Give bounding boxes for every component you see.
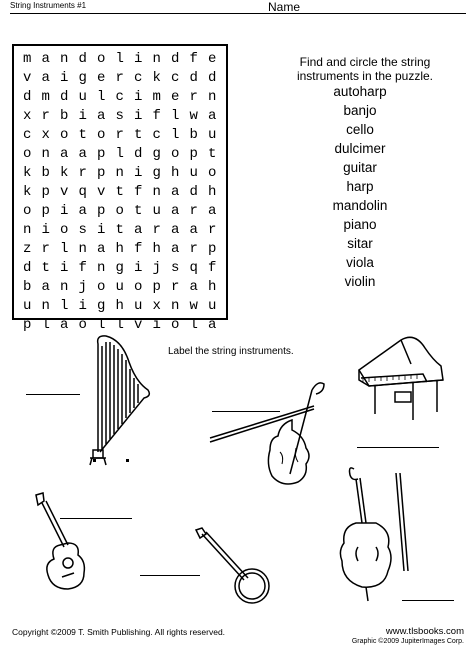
puzzle-cell[interactable]: l (60, 241, 69, 257)
puzzle-cell[interactable]: k (23, 165, 32, 181)
puzzle-cell[interactable]: d (60, 89, 69, 105)
cello-illustration (334, 463, 430, 605)
word-list-item: guitar (343, 160, 377, 175)
puzzle-cell[interactable]: g (97, 298, 106, 314)
puzzle-cell[interactable]: r (78, 165, 87, 181)
word-list-item: harp (346, 179, 374, 194)
puzzle-cell[interactable]: a (171, 222, 180, 238)
puzzle-cell[interactable]: t (115, 184, 124, 200)
puzzle-cell[interactable]: a (41, 70, 50, 86)
puzzle-cell[interactable]: a (189, 222, 198, 238)
guitar-answer-blank[interactable] (60, 518, 132, 519)
guitar-illustration (28, 491, 102, 597)
footer-credit: Graphic ©2009 JupiterImages Corp. (351, 638, 464, 645)
puzzle-cell[interactable]: u (152, 203, 161, 219)
word-list (300, 82, 420, 291)
puzzle-cell[interactable]: h (152, 241, 161, 257)
piano-answer-blank[interactable] (357, 447, 439, 448)
puzzle-cell[interactable]: o (134, 279, 143, 295)
puzzle-cell[interactable]: c (152, 127, 161, 143)
puzzle-cell[interactable]: i (134, 108, 143, 124)
puzzle-cell[interactable]: i (134, 165, 143, 181)
puzzle-cell[interactable]: a (78, 203, 87, 219)
document-title: String Instruments #1 (10, 1, 87, 10)
puzzle-cell[interactable]: p (97, 165, 106, 181)
puzzle-cell[interactable]: b (60, 108, 69, 124)
banjo-illustration (190, 526, 274, 608)
word-list-item: dulcimer (334, 141, 386, 156)
puzzle-cell[interactable]: a (171, 203, 180, 219)
puzzle-cell[interactable]: i (97, 222, 106, 238)
puzzle-cell[interactable]: a (171, 184, 180, 200)
puzzle-cell[interactable]: e (208, 51, 217, 67)
puzzle-cell[interactable]: p (152, 279, 161, 295)
puzzle-cell[interactable]: a (208, 317, 217, 333)
puzzle-cell[interactable]: n (115, 165, 124, 181)
puzzle-cell[interactable]: t (134, 127, 143, 143)
puzzle-cell[interactable]: i (78, 108, 87, 124)
puzzle-cell[interactable]: o (60, 222, 69, 238)
puzzle-cell[interactable]: r (41, 108, 50, 124)
puzzle-cell[interactable]: k (60, 165, 69, 181)
puzzle-cell[interactable]: r (208, 222, 217, 238)
footer-url: www.tlsbooks.com (385, 626, 464, 637)
puzzle-cell[interactable]: d (78, 51, 87, 67)
cello-answer-blank[interactable] (402, 600, 454, 601)
puzzle-cell[interactable]: o (97, 51, 106, 67)
puzzle-cell[interactable]: p (97, 203, 106, 219)
puzzle-cell[interactable]: g (78, 70, 87, 86)
puzzle-cell[interactable]: d (134, 146, 143, 162)
puzzle-cell[interactable]: j (78, 279, 87, 295)
puzzle-cell[interactable]: k (23, 184, 32, 200)
puzzle-cell[interactable]: a (97, 108, 106, 124)
puzzle-cell[interactable]: i (134, 51, 143, 67)
puzzle-cell[interactable]: w (189, 108, 198, 124)
puzzle-cell[interactable]: u (134, 298, 143, 314)
puzzle-cell[interactable]: t (134, 203, 143, 219)
puzzle-cell[interactable]: b (23, 279, 32, 295)
puzzle-cell[interactable]: e (97, 70, 106, 86)
puzzle-cell[interactable]: o (97, 279, 106, 295)
puzzle-cell[interactable]: r (189, 241, 198, 257)
puzzle-cell[interactable]: l (60, 298, 69, 314)
puzzle-cell[interactable]: d (189, 184, 198, 200)
puzzle-cell[interactable]: n (41, 146, 50, 162)
puzzle-cell[interactable]: n (78, 241, 87, 257)
puzzle-cell[interactable]: v (134, 317, 143, 333)
puzzle-cell[interactable]: a (60, 146, 69, 162)
puzzle-cell[interactable]: s (171, 260, 180, 276)
word-list-item: sitar (347, 236, 373, 251)
puzzle-cell[interactable]: p (41, 203, 50, 219)
puzzle-cell[interactable]: o (97, 127, 106, 143)
puzzle-cell[interactable]: f (152, 108, 161, 124)
puzzle-cell[interactable]: h (171, 165, 180, 181)
word-list-item: violin (344, 274, 376, 289)
puzzle-cell[interactable]: n (41, 298, 50, 314)
puzzle-cell[interactable]: u (189, 165, 198, 181)
puzzle-cell[interactable]: n (23, 222, 32, 238)
puzzle-cell[interactable]: g (152, 146, 161, 162)
puzzle-cell[interactable]: l (115, 146, 124, 162)
puzzle-cell[interactable]: c (171, 70, 180, 86)
puzzle-cell[interactable]: n (60, 279, 69, 295)
puzzle-cell[interactable]: i (60, 260, 69, 276)
puzzle-cell[interactable]: a (208, 108, 217, 124)
puzzle-cell[interactable]: a (134, 222, 143, 238)
puzzle-cell[interactable]: i (152, 317, 161, 333)
puzzle-cell[interactable]: a (60, 317, 69, 333)
puzzle-cell[interactable]: q (78, 184, 87, 200)
name-label: Name (268, 0, 301, 14)
harp-illustration (82, 332, 154, 470)
puzzle-cell[interactable]: i (60, 203, 69, 219)
puzzle-cell[interactable]: p (23, 317, 32, 333)
puzzle-cell[interactable]: b (41, 165, 50, 181)
puzzle-cell[interactable]: l (41, 317, 50, 333)
puzzle-cell[interactable]: o (60, 127, 69, 143)
puzzle-cell[interactable]: g (152, 165, 161, 181)
puzzle-cell[interactable]: n (171, 298, 180, 314)
puzzle-cell[interactable]: o (78, 317, 87, 333)
puzzle-cell[interactable]: a (171, 241, 180, 257)
puzzle-cell[interactable]: p (97, 146, 106, 162)
puzzle-cell[interactable]: d (23, 260, 32, 276)
puzzle-cell[interactable]: v (97, 184, 106, 200)
puzzle-cell[interactable]: t (78, 127, 87, 143)
puzzle-cell[interactable]: o (23, 203, 32, 219)
puzzle-cell[interactable]: t (41, 260, 50, 276)
puzzle-cell[interactable]: u (208, 127, 217, 143)
puzzle-cell[interactable]: t (208, 146, 217, 162)
puzzle-cell[interactable]: p (41, 184, 50, 200)
puzzle-cell[interactable]: r (115, 70, 124, 86)
name-field (268, 0, 454, 14)
puzzle-cell[interactable]: f (134, 184, 143, 200)
label-instructions: Label the string instruments. (168, 346, 294, 357)
piano-illustration (353, 334, 449, 426)
puzzle-grid (18, 50, 222, 335)
puzzle-cell[interactable]: n (152, 184, 161, 200)
puzzle-cell[interactable]: u (115, 279, 124, 295)
word-list-item: piano (343, 217, 377, 232)
puzzle-cell[interactable]: i (41, 222, 50, 238)
puzzle-cell[interactable]: b (189, 127, 198, 143)
puzzle-cell[interactable]: i (60, 70, 69, 86)
puzzle-cell[interactable]: r (152, 222, 161, 238)
puzzle-cell[interactable]: d (208, 70, 217, 86)
puzzle-cell[interactable]: x (152, 298, 161, 314)
puzzle-cell[interactable]: a (41, 51, 50, 67)
puzzle-cell[interactable]: l (171, 108, 180, 124)
puzzle-cell[interactable]: w (189, 298, 198, 314)
puzzle-cell[interactable]: a (189, 279, 198, 295)
puzzle-cell[interactable]: a (78, 146, 87, 162)
puzzle-cell[interactable]: p (189, 146, 198, 162)
puzzle-cell[interactable]: s (115, 108, 124, 124)
puzzle-cell[interactable]: f (208, 260, 217, 276)
puzzle-cell[interactable]: n (60, 51, 69, 67)
word-list-item: mandolin (332, 198, 388, 213)
puzzle-cell[interactable]: r (41, 241, 50, 257)
puzzle-cell[interactable]: a (208, 203, 217, 219)
puzzle-cell[interactable]: l (189, 317, 198, 333)
puzzle-cell[interactable]: r (115, 127, 124, 143)
puzzle-cell[interactable]: h (208, 279, 217, 295)
puzzle-cell[interactable]: j (152, 260, 161, 276)
puzzle-cell[interactable]: f (134, 241, 143, 257)
header-rule (10, 13, 466, 14)
puzzle-cell[interactable]: c (134, 70, 143, 86)
word-search-puzzle (12, 44, 228, 333)
puzzle-cell[interactable]: f (189, 51, 198, 67)
puzzle-cell[interactable]: f (78, 260, 87, 276)
puzzle-cell[interactable]: a (97, 241, 106, 257)
puzzle-cell[interactable]: h (115, 241, 124, 257)
puzzle-cell[interactable]: d (23, 89, 32, 105)
word-list-item: cello (346, 122, 374, 137)
violin-illustration (208, 378, 330, 496)
puzzle-cell[interactable]: l (115, 317, 124, 333)
puzzle-cell[interactable]: h (208, 184, 217, 200)
puzzle-cell[interactable]: d (171, 51, 180, 67)
puzzle-cell[interactable]: a (41, 279, 50, 295)
puzzle-cell[interactable]: q (189, 260, 198, 276)
puzzle-cell[interactable]: r (189, 89, 198, 105)
puzzle-cell[interactable]: l (97, 317, 106, 333)
puzzle-cell[interactable]: v (60, 184, 69, 200)
puzzle-cell[interactable]: c (115, 89, 124, 105)
puzzle-cell[interactable]: x (23, 108, 32, 124)
puzzle-cell[interactable]: o (23, 146, 32, 162)
puzzle-cell[interactable]: o (171, 146, 180, 162)
puzzle-cell[interactable]: n (208, 89, 217, 105)
puzzle-cell[interactable]: i (134, 260, 143, 276)
banjo-answer-blank[interactable] (140, 575, 200, 576)
puzzle-cell[interactable]: u (78, 89, 87, 105)
puzzle-cell[interactable]: z (23, 241, 32, 257)
puzzle-cell[interactable]: x (41, 127, 50, 143)
puzzle-cell[interactable]: r (189, 203, 198, 219)
puzzle-cell[interactable]: u (208, 298, 217, 314)
puzzle-cell[interactable]: s (78, 222, 87, 238)
puzzle-cell[interactable]: l (97, 89, 106, 105)
puzzle-cell[interactable]: o (171, 317, 180, 333)
word-list-item: banjo (343, 103, 377, 118)
puzzle-cell[interactable]: m (41, 89, 50, 105)
puzzle-cell[interactable]: d (189, 70, 198, 86)
puzzle-cell[interactable]: m (23, 51, 32, 67)
puzzle-cell[interactable]: t (115, 222, 124, 238)
puzzle-cell[interactable]: c (23, 127, 32, 143)
puzzle-cell[interactable]: g (115, 260, 124, 276)
puzzle-cell[interactable]: m (152, 89, 161, 105)
puzzle-cell[interactable]: u (23, 298, 32, 314)
puzzle-cell[interactable]: i (134, 89, 143, 105)
puzzle-cell[interactable]: n (97, 260, 106, 276)
word-list-item: viola (346, 255, 374, 270)
puzzle-cell[interactable]: n (152, 51, 161, 67)
word-list-item: autoharp (333, 84, 387, 99)
puzzle-cell[interactable]: r (171, 279, 180, 295)
puzzle-cell[interactable]: l (115, 51, 124, 67)
footer-copyright: Copyright ©2009 T. Smith Publishing. All rights reserved. (12, 627, 226, 637)
puzzle-cell[interactable]: l (171, 127, 180, 143)
puzzle-instructions: Find and circle the string instruments in the puzzle. (296, 55, 434, 83)
puzzle-cell[interactable]: h (115, 298, 124, 314)
puzzle-cell[interactable]: o (208, 165, 217, 181)
puzzle-cell[interactable]: i (78, 298, 87, 314)
puzzle-cell[interactable]: e (171, 89, 180, 105)
puzzle-cell[interactable]: p (208, 241, 217, 257)
harp-answer-blank[interactable] (26, 394, 80, 395)
puzzle-cell[interactable]: k (152, 70, 161, 86)
puzzle-cell[interactable]: v (23, 70, 32, 86)
violin-answer-blank[interactable] (212, 411, 280, 412)
puzzle-cell[interactable]: o (115, 203, 124, 219)
